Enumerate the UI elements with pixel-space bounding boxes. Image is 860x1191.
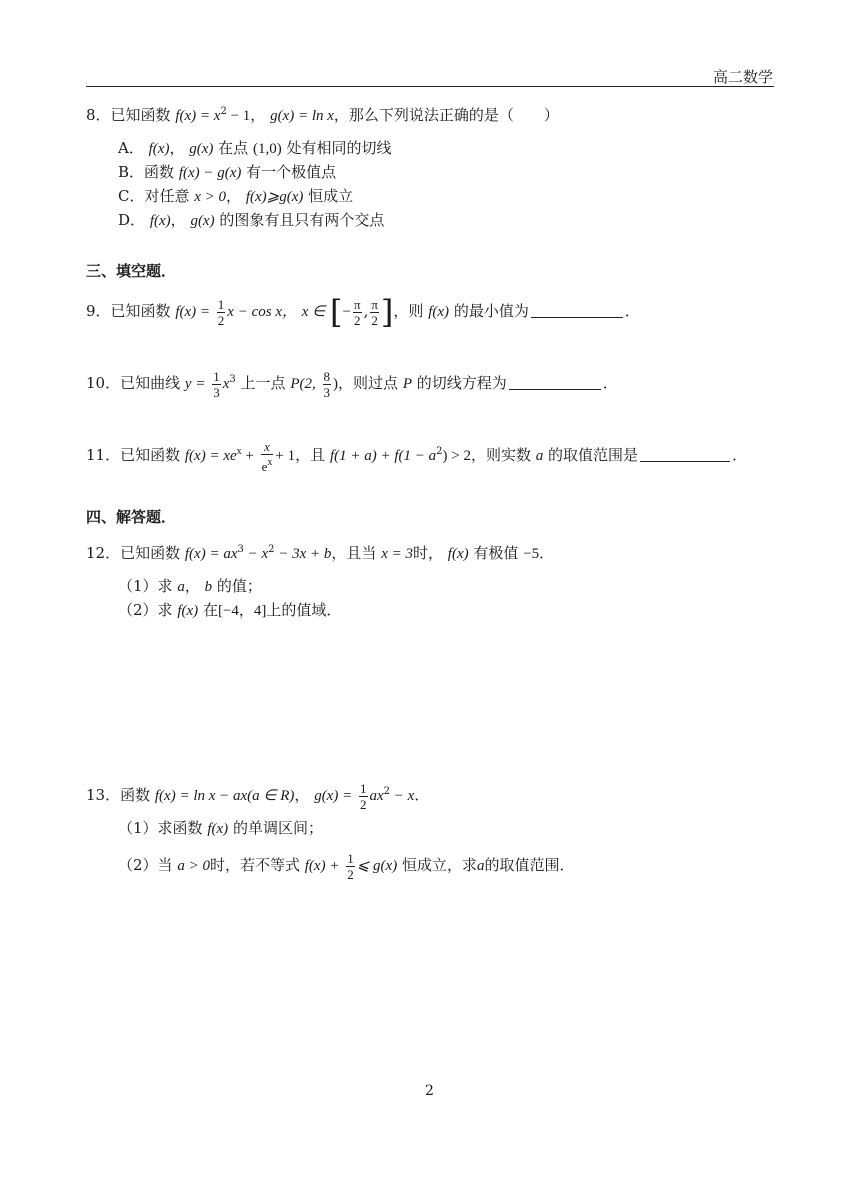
- q9-fraction: $\frac{1}{2}$: [217, 296, 225, 328]
- section-fill-in-title: 三、填空题．: [86, 262, 177, 280]
- q8-stem: 8．已知函数 $f(x) = x^2 - 1$， g(x) = ln x，那么下列说法正确的是（ ）: [86, 106, 559, 124]
- page-number: 2: [425, 1083, 434, 1099]
- q12-stem: 12．已知函数 $f(x) = ax^3 - x^2 - 3x + b$，且当 x = 3时， f(x) 有极值 −5．: [86, 544, 555, 562]
- q8-option-a: A． f(x)， g(x) 在点 (1,0) 处有相同的切线: [118, 139, 392, 157]
- q9-pi-fraction-left: $\frac{\pi}{2}$: [353, 296, 361, 328]
- q11-answer-blank[interactable]: [640, 445, 730, 462]
- q9-answer-blank[interactable]: [531, 301, 623, 318]
- q12-part-1: （1）求 a， b 的值；: [118, 577, 262, 595]
- q13-stem: 13．函数 f(x) = ln x − ax(a ∈ R)， g(x) = $\frac{1}{2}$ $ax^2 - x$．: [86, 780, 430, 812]
- q9-right-bracket: ]: [380, 293, 394, 331]
- q10-answer-blank[interactable]: [509, 373, 601, 390]
- q9-stem: 9．已知函数 f(x) = $\frac{1}{2}$ x − cos x， x ∈ [− $\frac{\pi}{2}$ , $\frac{\pi}{2}$ ]，则 f(x) 的最小值为 ．: [86, 293, 640, 331]
- q8-option-d: D． f(x)， g(x) 的图象有且只有两个交点: [118, 211, 385, 229]
- section-answer-title: 四、解答题．: [86, 508, 177, 526]
- header-subject: 高二数学: [713, 68, 774, 86]
- q8-option-b: B．函数 f(x) − g(x) 有一个极值点: [118, 163, 337, 181]
- q8-option-c: C．对任意 x > 0， f(x)⩾g(x) 恒成立: [118, 187, 354, 205]
- q13-part-2: （2）当 a > 0时，若不等式 f(x) + $\frac{1}{2}$ ⩽ g(x) 恒成立，求a的取值范围．: [118, 850, 575, 882]
- q10-stem: 10．已知曲线 y = $\frac{1}{3}$ $x^3$ 上一点 P(2, $\frac{8}{3}$ )，则过点 P 的切线方程为 ．: [86, 368, 618, 400]
- q10-fraction: $\frac{1}{3}$: [213, 368, 220, 400]
- q9-left-bracket: [: [330, 293, 343, 331]
- q9-pi-fraction-right: $\frac{\pi}{2}$: [371, 296, 378, 328]
- q13-part2-fraction: $\frac{1}{2}$: [347, 850, 354, 882]
- q11-stem: 11．已知函数 $f(x) = xe^x$ + $\frac{x}{e^x}$ + 1，且 $f(1 + a) + f(1 - a^2) > 2$，则实数 a 的取值范围是 ．: [86, 438, 748, 474]
- q10-point-fraction: $\frac{8}{3}$: [323, 368, 331, 400]
- header-rule: [86, 86, 774, 87]
- q11-fraction: $\frac{x}{e^x}$: [261, 438, 273, 474]
- q13-part-1: （1）求函数 f(x) 的单调区间；: [118, 819, 323, 837]
- q13-fraction: $\frac{1}{2}$: [360, 780, 367, 812]
- q12-part-2: （2）求 f(x) 在[−4，4]上的值域．: [118, 601, 342, 619]
